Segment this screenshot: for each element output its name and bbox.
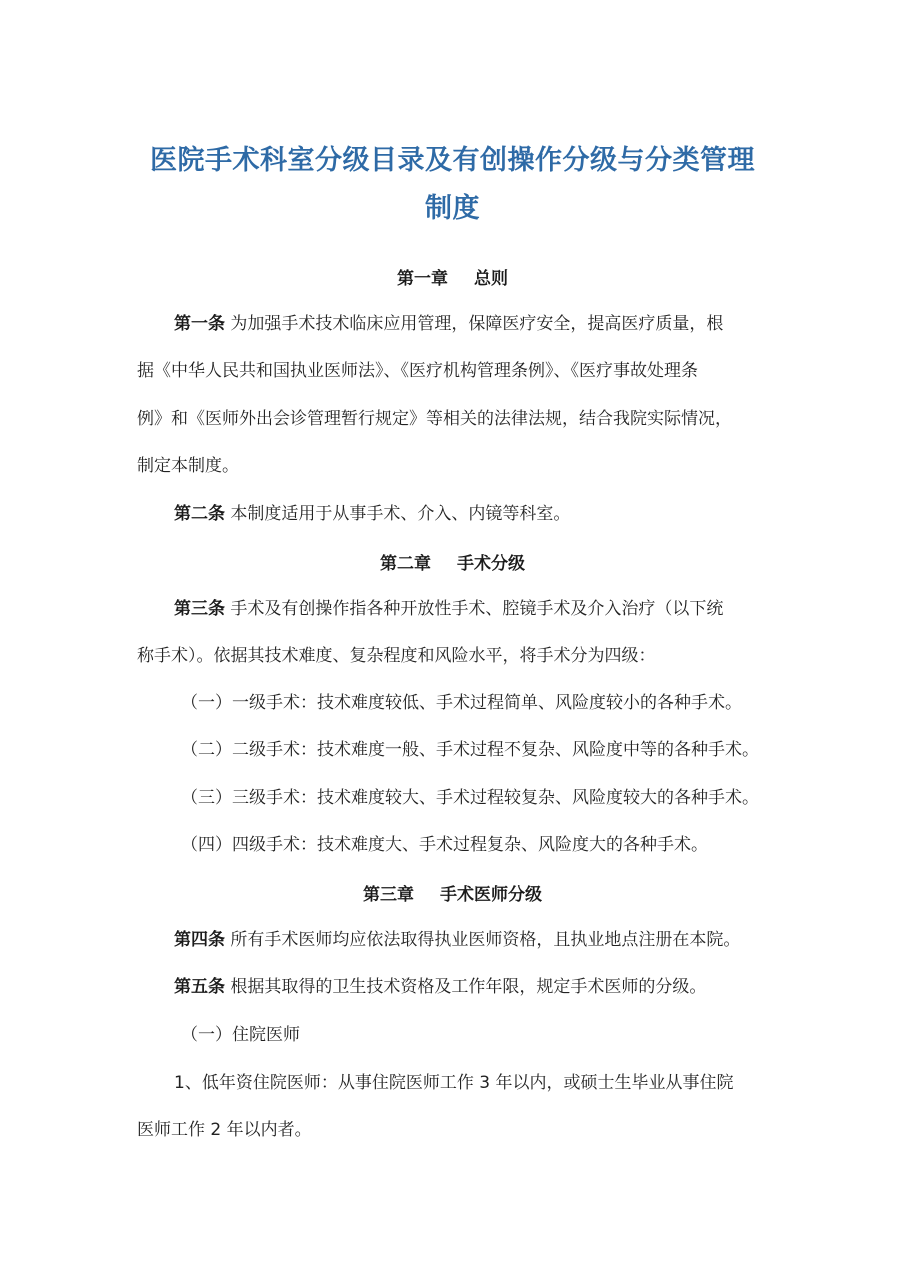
article-3-line-2: 称手术）。依据其技术难度、复杂程度和风险水平，将手术分为四级：: [137, 646, 656, 666]
article-2-line: [174, 502, 774, 526]
resident-item-1-line-1: 1、低年资住院医师：从事住院医师工作 3 年以内，或硕士生毕业从事住院: [174, 1073, 734, 1093]
article-1-line-2: 据《中华人民共和国执业医师法》、《医疗机构管理条例》、《医疗事故处理条: [137, 361, 698, 381]
article-2-label: 第二条: [174, 504, 225, 524]
article-5-line: [174, 975, 774, 999]
chapter-3-name: 手术医师分级: [440, 885, 542, 905]
document-title-line-2: 制度: [425, 193, 480, 224]
chapter-2-name: 手术分级: [457, 554, 525, 574]
document-title-line-1: 医院手术科室分级目录及有创操作分级与分类管理: [150, 145, 755, 176]
article-4-line: [174, 928, 774, 952]
chapter-1-number: 第一章: [397, 269, 448, 289]
article-3-line-1: [174, 597, 774, 621]
surgery-level-2: （二）二级手术：技术难度一般、手术过程不复杂、风险度中等的各种手术。: [181, 740, 759, 760]
article-1-line-3: 例》和《医师外出会诊管理暂行规定》等相关的法律法规，结合我院实际情况，: [137, 409, 732, 429]
article-5-text: 根据其取得的卫生技术资格及工作年限，规定手术医师的分级。: [225, 977, 707, 997]
article-3-text-1: 手术及有创操作指各种开放性手术、腔镜手术及介入治疗（以下统: [225, 599, 724, 619]
chapter-3-heading: [100, 880, 805, 905]
article-3-label: 第三条: [174, 599, 225, 619]
chapter-3-number: 第三章: [363, 885, 414, 905]
article-4-text: 所有手术医师均应依法取得执业医师资格，且执业地点注册在本院。: [225, 930, 741, 950]
chapter-2-heading: [100, 549, 805, 574]
surgery-level-4: （四）四级手术：技术难度大、手术过程复杂、风险度大的各种手术。: [181, 835, 708, 855]
surgery-level-3: （三）三级手术：技术难度较大、手术过程较复杂、风险度较大的各种手术。: [181, 788, 759, 808]
chapter-1-name: 总则: [474, 269, 508, 289]
chapter-1-heading: [100, 264, 805, 289]
surgery-level-1: （一）一级手术：技术难度较低、手术过程简单、风险度较小的各种手术。: [181, 693, 742, 713]
article-1-line-4: 制定本制度。: [137, 456, 239, 476]
article-1-label: 第一条: [174, 314, 225, 334]
article-1-line-1: [174, 312, 774, 336]
article-5-label: 第五条: [174, 977, 225, 997]
resident-heading: （一）住院医师: [181, 1025, 300, 1045]
article-1-text-1: 为加强手术技术临床应用管理，保障医疗安全，提高医疗质量，根: [225, 314, 724, 334]
resident-item-1-line-2: 医师工作 2 年以内者。: [137, 1120, 312, 1140]
article-2-text: 本制度适用于从事手术、介入、内镜等科室。: [225, 504, 571, 524]
article-4-label: 第四条: [174, 930, 225, 950]
chapter-2-number: 第二章: [380, 554, 431, 574]
